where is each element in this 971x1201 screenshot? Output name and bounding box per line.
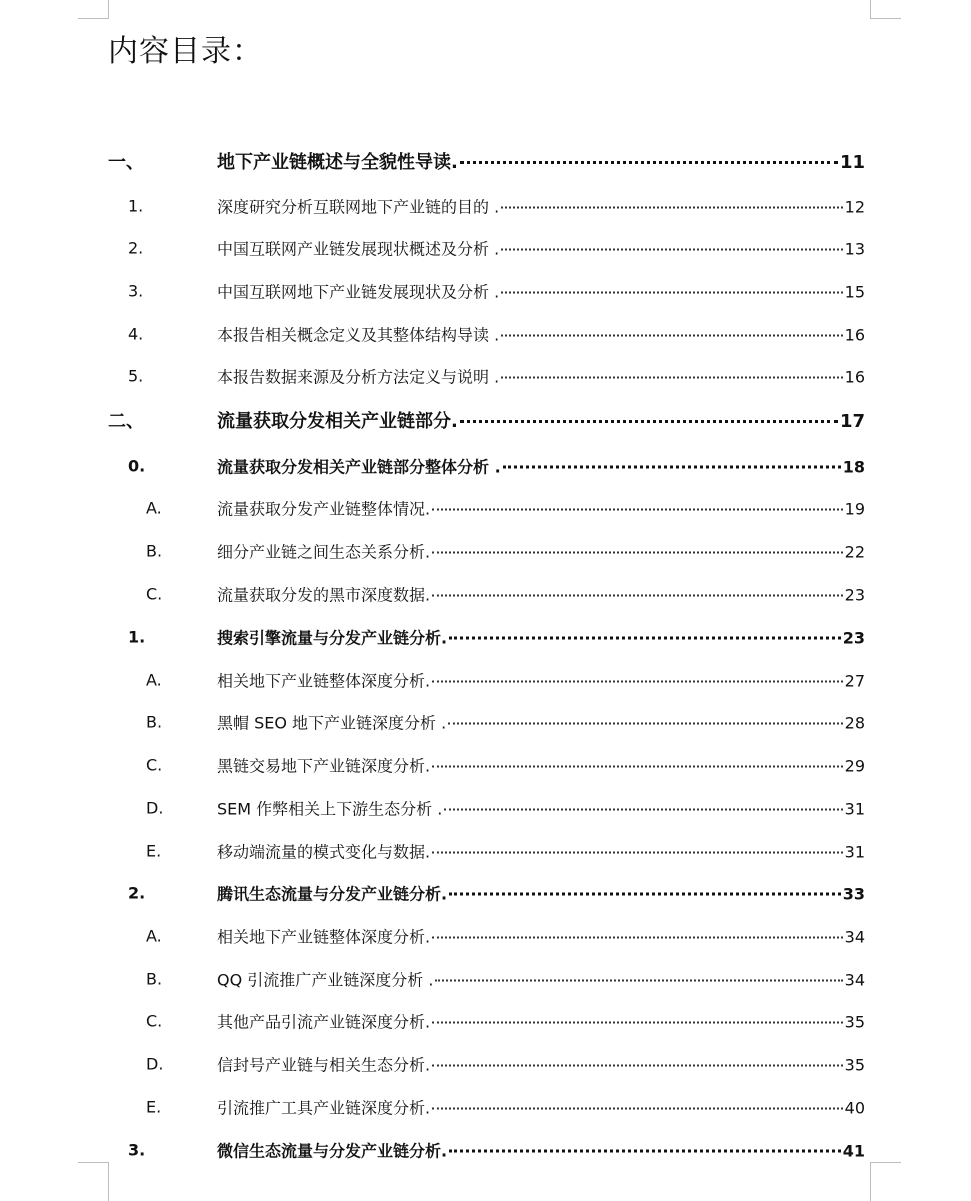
toc-entry[interactable] (0, 750, 971, 780)
toc-entry-label[interactable]: 中国互联网地下产业链发展现状及分析 . (217, 282, 500, 302)
toc-page-number[interactable]: 13 (844, 239, 865, 259)
toc-page-number[interactable]: 18 (842, 457, 865, 477)
toc-entry[interactable] (0, 233, 971, 263)
toc-page-number[interactable]: 35 (844, 1055, 865, 1075)
crop-mark-top-left (78, 0, 109, 19)
toc-entry-number: D. (146, 798, 164, 818)
toc-page-number[interactable]: 23 (844, 585, 865, 605)
toc-page-number[interactable]: 17 (839, 411, 865, 432)
toc-entry-line (217, 280, 865, 303)
toc-entry-label[interactable]: 信封号产业链与相关生态分析. (217, 1055, 431, 1075)
toc-entry-number: C. (146, 584, 163, 604)
toc-entry-line (217, 1053, 865, 1076)
toc-dot-leader (432, 1022, 843, 1024)
toc-entry[interactable] (0, 921, 971, 951)
toc-entry-number: 一、 (108, 152, 144, 173)
toc-entry-line (217, 1139, 865, 1162)
toc-page-number[interactable]: 16 (844, 367, 865, 387)
toc-entry-label[interactable]: 相关地下产业链整体深度分析. (217, 927, 431, 947)
toc-entry-label[interactable]: 腾讯生态流量与分发产业链分析. (217, 884, 448, 904)
toc-entry[interactable] (0, 707, 971, 737)
toc-dot-leader (432, 1065, 843, 1067)
toc-entry-line (217, 925, 865, 948)
toc-entry-label[interactable]: 流量获取分发相关产业链部分整体分析 . (217, 457, 501, 477)
toc-entry[interactable] (0, 793, 971, 823)
toc-entry-number: A. (146, 498, 162, 518)
toc-entry-number: 5. (128, 366, 144, 386)
toc-entry-label[interactable]: 细分产业链之间生态关系分析. (217, 542, 431, 562)
toc-entry[interactable] (0, 1049, 971, 1079)
toc-entry[interactable] (0, 836, 971, 866)
toc-page-number[interactable]: 40 (844, 1098, 865, 1118)
crop-mark-bottom-left (78, 1162, 109, 1201)
toc-entry[interactable] (0, 493, 971, 523)
toc-entry-label[interactable]: 黑链交易地下产业链深度分析. (217, 756, 431, 776)
toc-page-number[interactable]: 15 (844, 282, 865, 302)
toc-entry[interactable] (0, 536, 971, 566)
toc-entry[interactable] (0, 146, 971, 176)
toc-entry-label[interactable]: 相关地下产业链整体深度分析. (217, 671, 431, 691)
toc-dot-leader (449, 893, 841, 896)
toc-entry-number: B. (146, 969, 163, 989)
toc-entry-number: 1. (128, 196, 144, 216)
toc-entry-number: 2. (128, 238, 144, 258)
toc-page-number[interactable]: 23 (842, 628, 865, 648)
toc-entry[interactable] (0, 964, 971, 994)
toc-page-number[interactable]: 41 (842, 1141, 865, 1161)
toc-dot-leader (448, 723, 842, 725)
toc-entry-label[interactable]: 黑帽 SEO 地下产业链深度分析 . (217, 713, 447, 733)
toc-page-number[interactable]: 31 (844, 842, 865, 862)
toc-entry-label[interactable]: QQ 引流推广产业链深度分析 . (217, 970, 434, 990)
toc-dot-leader (460, 161, 838, 164)
toc-entry-line (217, 195, 865, 218)
toc-entry-number: E. (146, 1097, 162, 1117)
toc-page-number[interactable]: 31 (844, 799, 865, 819)
toc-entry-line (217, 365, 865, 388)
toc-dot-leader (501, 377, 842, 379)
toc-dot-leader (432, 1108, 843, 1110)
toc-dot-leader (449, 1150, 841, 1153)
toc-entry-number: 4. (128, 324, 144, 344)
toc-page-number[interactable]: 29 (844, 756, 865, 776)
toc-entry-line (217, 797, 865, 820)
toc-page-number[interactable]: 12 (844, 197, 865, 217)
toc-entry[interactable] (0, 665, 971, 695)
toc-entry-label[interactable]: 搜索引擎流量与分发产业链分析. (217, 628, 448, 648)
toc-entry[interactable] (0, 1006, 971, 1036)
toc-entry-label[interactable]: 移动端流量的模式变化与数据. (217, 842, 431, 862)
toc-dot-leader (432, 552, 843, 554)
toc-entry-number: C. (146, 1011, 163, 1031)
toc-entry-label[interactable]: 流量获取分发的黑市深度数据. (217, 585, 431, 605)
toc-entry-number: D. (146, 1054, 164, 1074)
toc-dot-leader (503, 466, 841, 469)
toc-entry-line (217, 882, 865, 905)
toc-entry[interactable] (0, 579, 971, 609)
toc-entry[interactable] (0, 405, 971, 435)
toc-entry-line (217, 497, 865, 520)
toc-entry-label[interactable]: 地下产业链概述与全貌性导读. (217, 152, 458, 173)
toc-page-number[interactable]: 34 (844, 927, 865, 947)
toc-entry-number: 3. (128, 1140, 146, 1160)
toc-entry-number: 2. (128, 883, 146, 903)
toc-entry[interactable] (0, 276, 971, 306)
toc-entry-label[interactable]: 微信生态流量与分发产业链分析. (217, 1141, 448, 1161)
toc-entry-number: B. (146, 541, 163, 561)
toc-page-number[interactable]: 33 (842, 884, 865, 904)
toc-dot-leader (432, 852, 843, 854)
toc-page-number[interactable]: 19 (844, 499, 865, 519)
toc-entry-line (217, 840, 865, 863)
toc-entry-line (217, 968, 865, 991)
toc-entry-number: 1. (128, 627, 146, 647)
toc-entry-line (217, 1096, 865, 1119)
toc-entry[interactable] (0, 361, 971, 391)
toc-entry[interactable] (0, 1092, 971, 1122)
crop-mark-bottom-right (870, 1162, 901, 1201)
toc-dot-leader (501, 292, 842, 294)
toc-dot-leader (435, 980, 842, 982)
toc-entry[interactable] (0, 622, 971, 652)
toc-page-number[interactable]: 16 (844, 325, 865, 345)
toc-entry-label[interactable]: 深度研究分析互联网地下产业链的目的 . (217, 197, 500, 217)
toc-page-number[interactable]: 35 (844, 1012, 865, 1032)
crop-mark-top-right (870, 0, 901, 19)
page-title: 内容目录： (108, 34, 263, 69)
toc-entry-line (217, 1010, 865, 1033)
toc-entry-line (217, 407, 865, 433)
toc-page-number[interactable]: 34 (844, 970, 865, 990)
toc-entry-line (217, 669, 865, 692)
toc-entry-label[interactable]: 引流推广工具产业链深度分析. (217, 1098, 431, 1118)
toc-entry-line (217, 711, 865, 734)
toc-dot-leader (432, 595, 843, 597)
toc-entry-label[interactable]: 中国互联网产业链发展现状概述及分析 . (217, 239, 500, 259)
toc-entry-line (217, 540, 865, 563)
toc-entry-number: 3. (128, 281, 144, 301)
toc-page-number[interactable]: 28 (844, 713, 865, 733)
toc-entry-number: C. (146, 755, 163, 775)
toc-entry-number: B. (146, 712, 163, 732)
toc-entry-line (217, 583, 865, 606)
toc-dot-leader (432, 766, 843, 768)
toc-dot-leader (432, 937, 843, 939)
toc-entry-line (217, 148, 865, 174)
toc-entry-line (217, 754, 865, 777)
toc-entry-line (217, 455, 865, 478)
toc-entry-label[interactable]: 本报告数据来源及分析方法定义与说明 . (217, 367, 500, 387)
toc-entry[interactable] (0, 878, 971, 908)
toc-entry[interactable] (0, 191, 971, 221)
toc-entry-number: A. (146, 670, 162, 690)
toc-dot-leader (501, 207, 842, 209)
toc-entry-line (217, 237, 865, 260)
toc-dot-leader (444, 809, 842, 811)
toc-entry-number: 0. (128, 456, 146, 476)
toc-entry-label[interactable]: 其他产品引流产业链深度分析. (217, 1012, 431, 1032)
toc-page-number[interactable]: 11 (839, 152, 865, 173)
toc-entry[interactable] (0, 319, 971, 349)
toc-dot-leader (432, 509, 843, 511)
toc-dot-leader (501, 249, 842, 251)
toc-dot-leader (449, 637, 841, 640)
toc-entry-line (217, 323, 865, 346)
toc-dot-leader (501, 335, 842, 337)
toc-entry-label[interactable]: SEM 作弊相关上下游生态分析 . (217, 799, 443, 819)
toc-entry[interactable] (0, 1135, 971, 1165)
toc-entry-number: A. (146, 926, 162, 946)
toc-entry-number: 二、 (108, 411, 144, 432)
toc-entry-label[interactable]: 流量获取分发相关产业链部分. (217, 411, 458, 432)
toc-entry-line (217, 626, 865, 649)
toc-entry[interactable] (0, 451, 971, 481)
toc-page-number[interactable]: 22 (844, 542, 865, 562)
toc-entry-label[interactable]: 本报告相关概念定义及其整体结构导读 . (217, 325, 500, 345)
toc-dot-leader (432, 681, 843, 683)
toc-entry-number: E. (146, 841, 162, 861)
toc-entry-label[interactable]: 流量获取分发产业链整体情况. (217, 499, 431, 519)
toc-page-number[interactable]: 27 (844, 671, 865, 691)
toc-dot-leader (460, 420, 838, 423)
